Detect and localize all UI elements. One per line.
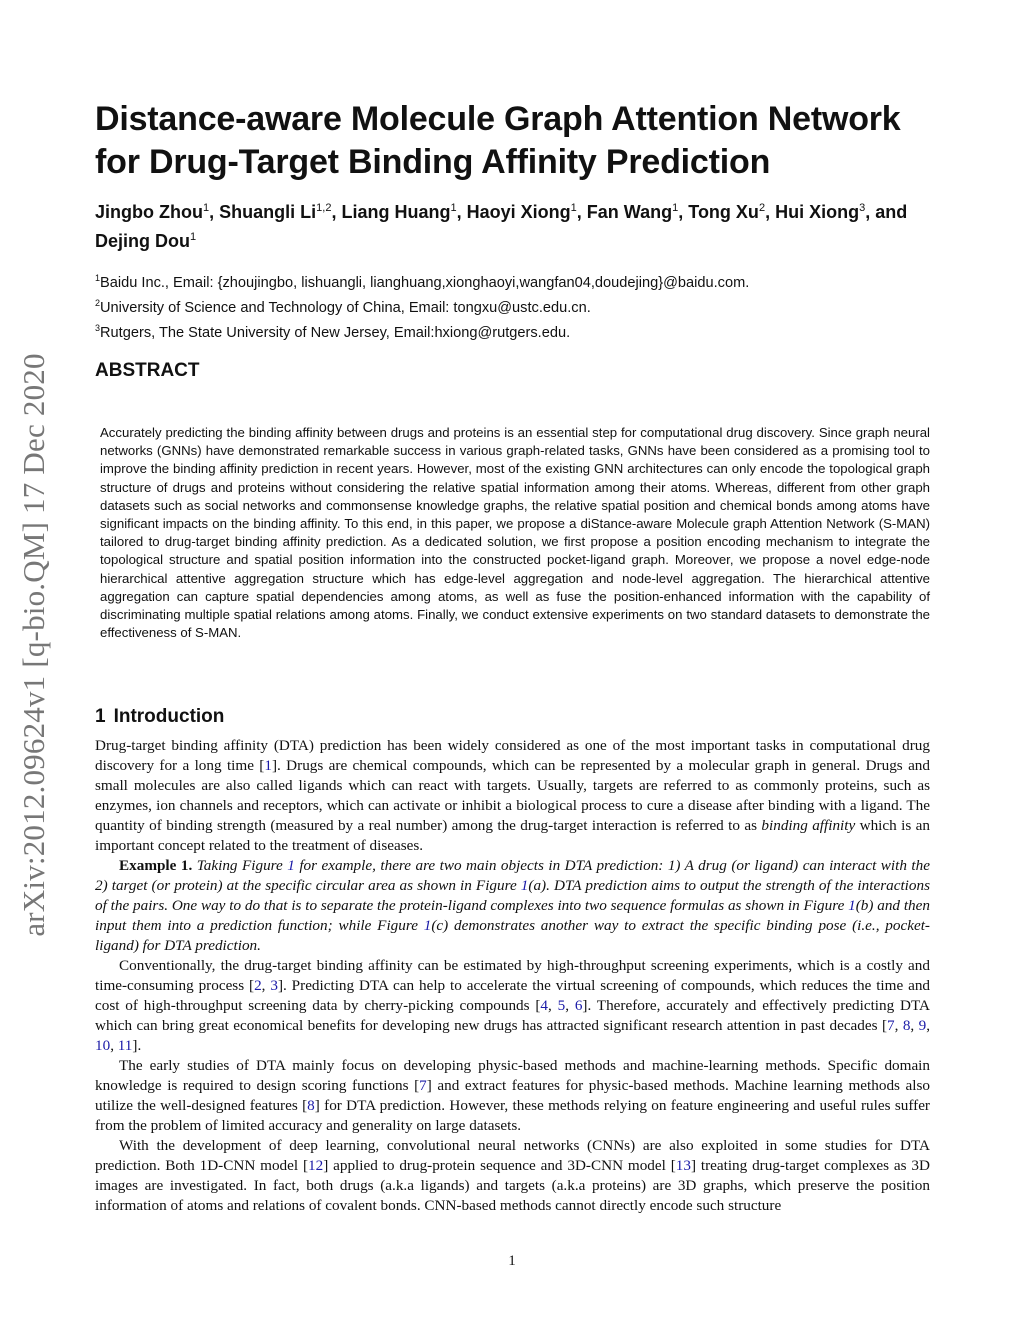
author: Jingbo Zhou <box>95 202 203 222</box>
section-number: 1 <box>95 706 106 727</box>
abstract-text: Accurately predicting the binding affinity between drugs and proteins is an essential step for computational drug discovery. Since graph neural networks (GNNs) have demonstrated remarkable success in various graph-related tasks, GNNs have been considered as a promising tool to improve the binding affinity prediction in recent years. However, most of the existing GNN architectures can only encode the topological graph structure of drugs and proteins without considering the relative spatial information among their atoms. Whereas, different from other graph datasets such as social networks and commonsense knowledge graphs, the relative spatial position and chemical bonds among atoms have significant impacts on the binding affinity. To this end, in this paper, we propose a diStance-aware Molecule graph Attention Network (S-MAN) tailored to drug-target binding affinity prediction. As a dedicated solution, we first propose a position encoding mechanism to integrate the topological structure and spatial position information into the constructed pocket-ligand graph. Moreover, we propose a novel edge-node hierarchical attentive aggregation structure which has edge-level aggregation and node-level aggregation. The hierarchical attentive aggregation can capture spatial dependencies among atoms, as well as fuse the position-enhanced information with the capability of discriminating multiple spatial relations among atoms. Finally, we conduct extensive experiments on two standard datasets to demonstrate the effectiveness of S-MAN. <box>100 425 930 641</box>
page-number: 1 <box>508 1253 516 1269</box>
author-affil-mark: 1 <box>190 231 197 243</box>
author: Fan Wang <box>586 202 673 222</box>
citation-link[interactable]: 4 <box>540 997 549 1014</box>
author-affil-mark: 1 <box>450 202 457 214</box>
affiliations <box>95 268 955 343</box>
section-heading-introduction <box>95 706 224 728</box>
author-affil-mark: 1 <box>672 202 679 214</box>
author: Shuangli Li <box>219 202 317 222</box>
citation-link[interactable]: 2 <box>254 977 262 994</box>
citation-link[interactable]: 3 <box>270 977 278 994</box>
affiliation-line: $^3$Rutgers, The State University of New Jersey, Email:hxiong@rutgers.edu. <box>95 322 571 341</box>
example-label: Example 1. <box>119 857 193 874</box>
citation-link[interactable]: 6 <box>574 997 583 1014</box>
citation-link[interactable]: 10 <box>95 1037 111 1054</box>
citation-link[interactable]: 11 <box>117 1037 133 1054</box>
author-affil-mark: 1 <box>570 202 577 214</box>
author-list: Jingbo Zhou$^1$, Shuangli Li$^{1,2}$, Liang Huang$^1$, Haoyi Xiong$^1$, Fan Wang$^1$, Tong Xu$^2$, Hui Xiong$^3$, and Dejing Dou$^1$ <box>95 202 908 251</box>
figure-link[interactable]: 1 <box>287 857 295 874</box>
author-affil-mark: 3 <box>859 202 866 214</box>
author: Hui Xiong <box>775 202 860 222</box>
title-line-2: for Drug-Target Binding Affinity Prediction <box>95 143 771 181</box>
paragraph: Conventionally, the drug-target binding affinity can be estimated by high-throughput screening experiments, which is a costly and time-consuming process [2, 3]. Predicting DTA can help to accelerate the virtual screening of compounds, which reduces the time and cost of high-throughput screening data by cherry-picking compounds [4, 5, 6]. Therefore, accurately and effectively predicting DTA which can bring great economical benefits for developing new drugs has attracted significant research attention in past decades [7, 8, 9, 10, 11]. <box>95 957 931 1054</box>
author: Dejing Dou <box>95 231 190 251</box>
author-affil-mark: 2 <box>758 202 766 214</box>
paragraph: With the development of deep learning, convolutional neural networks (CNNs) are also exploited in some studies for DTA prediction. Both 1D-CNN model [12] applied to drug-protein sequence and 3D-CNN model [13] treating drug-target complexes as 3D images are investigated. In fact, both drugs (a.k.a ligands) and targets (a.k.a proteins) are 3D graphs, which preserve the position information of atoms and relations of covalent bonds. CNN-based methods cannot directly encode such structure <box>95 1137 930 1214</box>
citation-link[interactable]: 8 <box>307 1097 315 1114</box>
paragraph: Drug-target binding affinity (DTA) prediction has been widely considered as one of the most important tasks in computational drug discovery for a long time [1]. Drugs are chemical compounds, which can be represented by a molecular graph in general. Drugs and small molecules are also called ligands which can react with targets. Usually, targets are referred to as commonly proteins, such as enzymes, ion channels and receptors, which can activate or inhibit a biological process to cure a disease after binding with a ligand. The quantity of binding strength (measured by a real number) among the drug-target interaction is referred to as binding affinity which is an important concept related to the treatment of diseases. <box>95 737 930 854</box>
citation-link[interactable]: 7 <box>887 1017 895 1034</box>
author-affil-mark: 1,2 <box>316 202 332 214</box>
citation-link[interactable]: 1 <box>264 757 272 774</box>
paper-title <box>95 98 955 184</box>
author: Haoyi Xiong <box>466 202 571 222</box>
paragraph: The early studies of DTA mainly focus on developing physic-based methods and machine-learning methods. Specific domain knowledge is required to design scoring functions [7] and extract features for physic-based methods. Machine learning methods also utilize the well-designed features [8] for DTA prediction. However, these methods relying on feature engineering and useful rules suffer from the problem of limited accuracy and generality on large datasets. <box>95 1057 930 1134</box>
author: Tong Xu <box>688 202 759 222</box>
citation-link[interactable]: 8 <box>902 1017 911 1034</box>
example-paragraph: Example 1. Taking Figure 1 for example, there are two main objects in DTA prediction: 1) A drug (or ligand) can interact with the 2) target (or protein) at the specific circular area as shown in Figure 1(a). DTA prediction aims to output the strength of the interactions of the pairs. One way to do that is to separate the protein-ligand complexes into two sequence formulas as shown in Figure 1(b) and then input them into a prediction function; while Figure 1(c) demonstrates another way to extract the specific binding pose (i.e., pocket-ligand) for DTA prediction. <box>95 857 930 954</box>
citation-link[interactable]: 12 <box>308 1157 324 1174</box>
arxiv-id: arXiv:2012.09624v1 [q-bio.QM] 17 Dec 2020 <box>16 353 51 937</box>
arxiv-sidebar-stamp <box>14 325 54 965</box>
citation-link[interactable]: 5 <box>557 997 566 1014</box>
citation-link[interactable]: 7 <box>419 1077 427 1094</box>
citation-link[interactable]: 9 <box>918 1017 927 1034</box>
title-line-1: Distance-aware Molecule Graph Attention Network <box>95 100 901 138</box>
author-affil-mark: 1 <box>202 202 210 214</box>
figure-link[interactable]: 1 <box>520 877 529 894</box>
citation-link[interactable]: 13 <box>675 1157 691 1174</box>
affiliation-line: $^1$Baidu Inc., Email: {zhoujingbo, lishuangli, lianghuang,xionghaoyi,wangfan04,doudejing}@baidu.com. <box>95 273 750 291</box>
author: Liang Huang <box>341 202 451 222</box>
introduction-body <box>95 736 930 1216</box>
affiliation-line: $^2$University of Science and Technology of China, Email: tongxu@ustc.edu.cn. <box>95 297 591 316</box>
figure-link[interactable]: 1 <box>423 917 432 934</box>
figure-link[interactable]: 1 <box>848 897 856 914</box>
section-title: Introduction <box>113 706 225 727</box>
abstract-heading: ABSTRACT <box>95 360 200 381</box>
